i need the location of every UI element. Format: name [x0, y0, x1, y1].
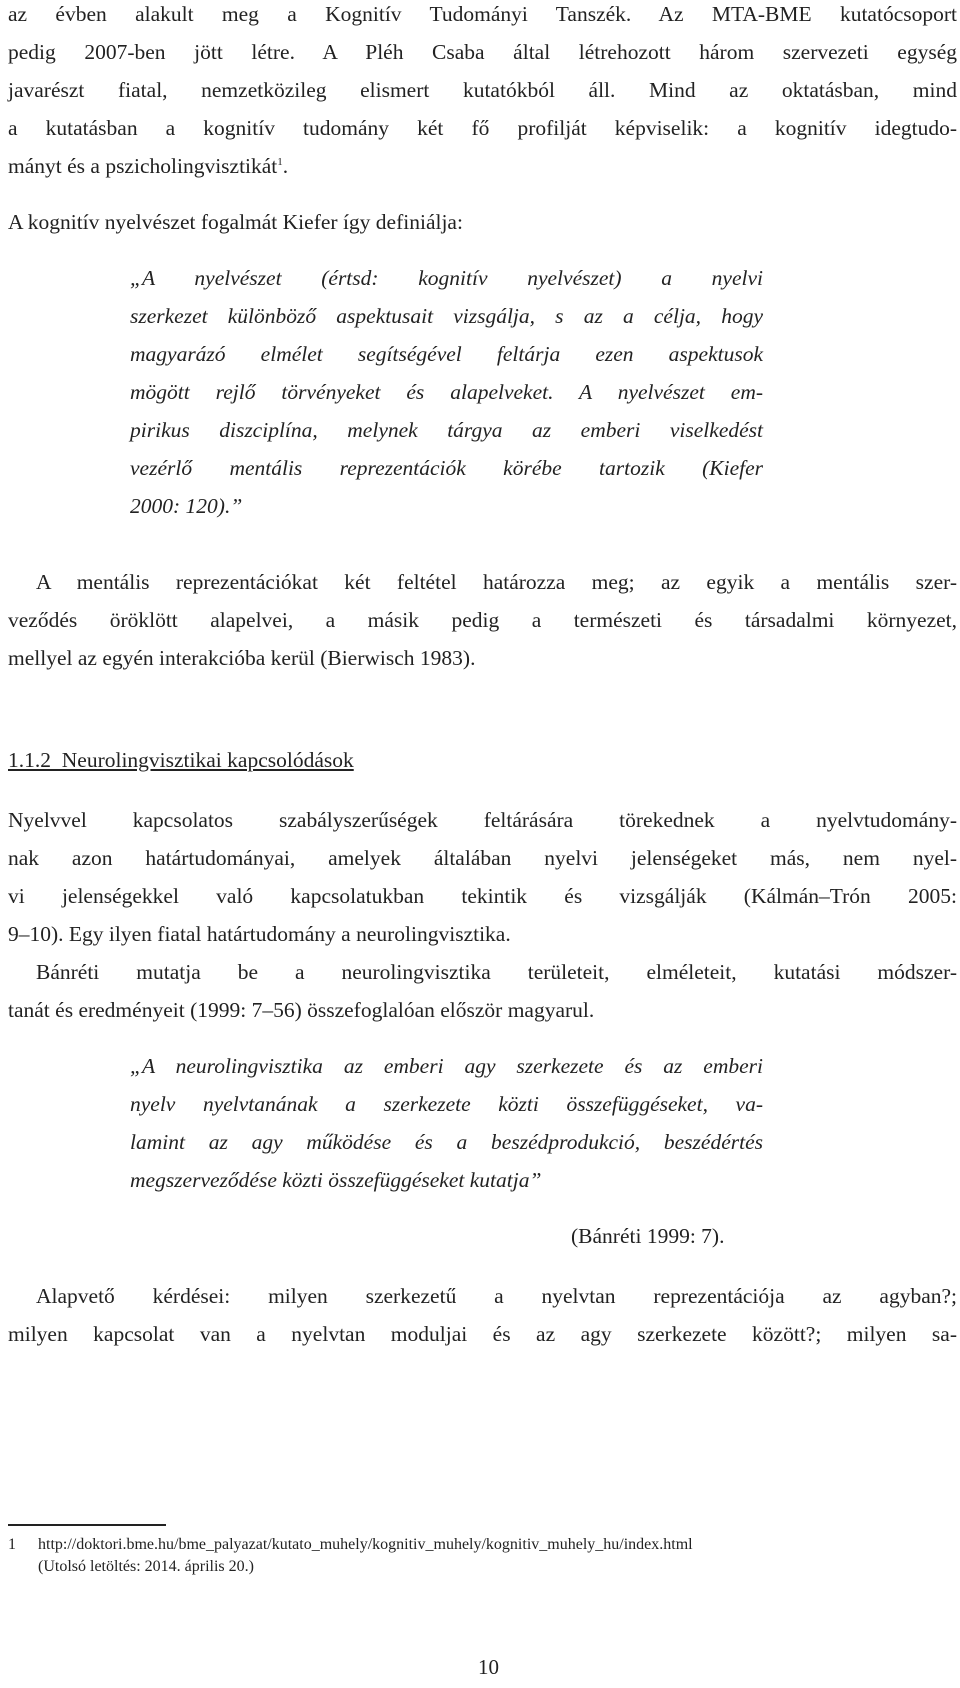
paragraph-text: mányt és a pszicholingvisztikát — [8, 154, 278, 178]
paragraph-text: . — [282, 154, 289, 178]
paragraph-line: tanát és eredményeit (1999: 7–56) összefoglalóan először magyarul. — [8, 998, 595, 1022]
quote-line: lamint az agy működése és a beszédprodukció, beszédértés — [130, 1130, 763, 1154]
paragraph-line: javarészt fiatal, nemzetközileg elismert kutatókból áll. Mind az oktatásban, mind — [8, 78, 957, 102]
paragraph-line: veződés öröklött alapelvei, a másik pedig a természeti és társadalmi környezet, — [8, 608, 957, 632]
quote-citation: (Bánréti 1999: 7). — [571, 1224, 725, 1248]
footnote-link[interactable]: http://doktori.bme.hu/bme_palyazat/kutato_muhely/kognitiv_muhely/kognitiv_muhely_hu/index.html — [38, 1536, 693, 1553]
paragraph-line: a kutatásban a kognitív tudomány két fő profilját képviselik: a kognitív idegtudo- — [8, 116, 957, 140]
section-heading: 1.1.2 Neurolingvisztikai kapcsolódások — [8, 748, 354, 772]
paragraph-line: A mentális reprezentációkat két feltétel határozza meg; az egyik a mentális szer- — [36, 570, 957, 594]
paragraph-line: vi jelenségekkel való kapcsolatukban tekintik és vizsgálják (Kálmán–Trón 2005: — [8, 884, 957, 908]
paragraph-line: Nyelvvel kapcsolatos szabályszerűségek feltárására törekednek a nyelvtudomány- — [8, 808, 957, 832]
quote-line: megszerveződése közti összefüggéseket kutatja” — [130, 1168, 542, 1192]
footnote-note: (Utolsó letöltés: 2014. április 20.) — [38, 1558, 254, 1575]
quote-line: pirikus diszciplína, melynek tárgya az emberi viselkedést — [130, 418, 763, 442]
quote-line: „A neurolingvisztika az emberi agy szerkezete és az emberi — [130, 1054, 763, 1078]
quote-line: vezérlő mentális reprezentációk körébe tartozik (Kiefer — [130, 456, 763, 480]
paragraph-line: 9–10). Egy ilyen fiatal határtudomány a neurolingvisztika. — [8, 922, 511, 946]
footnote-divider — [8, 1524, 166, 1526]
quote-line: szerkezet különböző aspektusait vizsgálja, s az a célja, hogy — [130, 304, 763, 328]
quote-line: magyarázó elmélet segítségével feltárja ezen aspektusok — [130, 342, 763, 366]
page-number: 10 — [478, 1655, 499, 1679]
paragraph-line: az évben alakult meg a Kognitív Tudományi Tanszék. Az MTA-BME kutatócsoport — [8, 2, 957, 26]
paragraph-line: Alapvető kérdései: milyen szerkezetű a nyelvtan reprezentációja az agyban?; — [36, 1284, 957, 1308]
quote-line: 2000: 120).” — [130, 494, 243, 518]
footnote-reference[interactable]: 1 — [277, 156, 283, 168]
footnote-number: 1 — [8, 1536, 16, 1553]
paragraph-line: pedig 2007-ben jött létre. A Pléh Csaba által létrehozott három szervezeti egység — [8, 40, 957, 64]
paragraph-line: mellyel az egyén interakcióba kerül (Bierwisch 1983). — [8, 646, 476, 670]
paragraph-line: nak azon határtudományai, amelyek általában nyelvi jelenségeket más, nem nyel- — [8, 846, 957, 870]
paragraph-line: milyen kapcsolat van a nyelvtan moduljai és az agy szerkezete között?; milyen sa- — [8, 1322, 957, 1346]
paragraph-line — [8, 152, 288, 184]
quote-line: „A nyelvészet (értsd: kognitív nyelvészet) a nyelvi — [130, 266, 763, 290]
quote-line: nyelv nyelvtanának a szerkezete közti összefüggéseket, va- — [130, 1092, 763, 1116]
kiefer-intro: A kognitív nyelvészet fogalmát Kiefer így definiálja: — [8, 210, 463, 234]
paragraph-line: Bánréti mutatja be a neurolingvisztika területeit, elméleteit, kutatási módszer- — [36, 960, 957, 984]
quote-line: mögött rejlő törvényeket és alapelveket. A nyelvészet em- — [130, 380, 763, 404]
document-page — [8, 0, 958, 1688]
